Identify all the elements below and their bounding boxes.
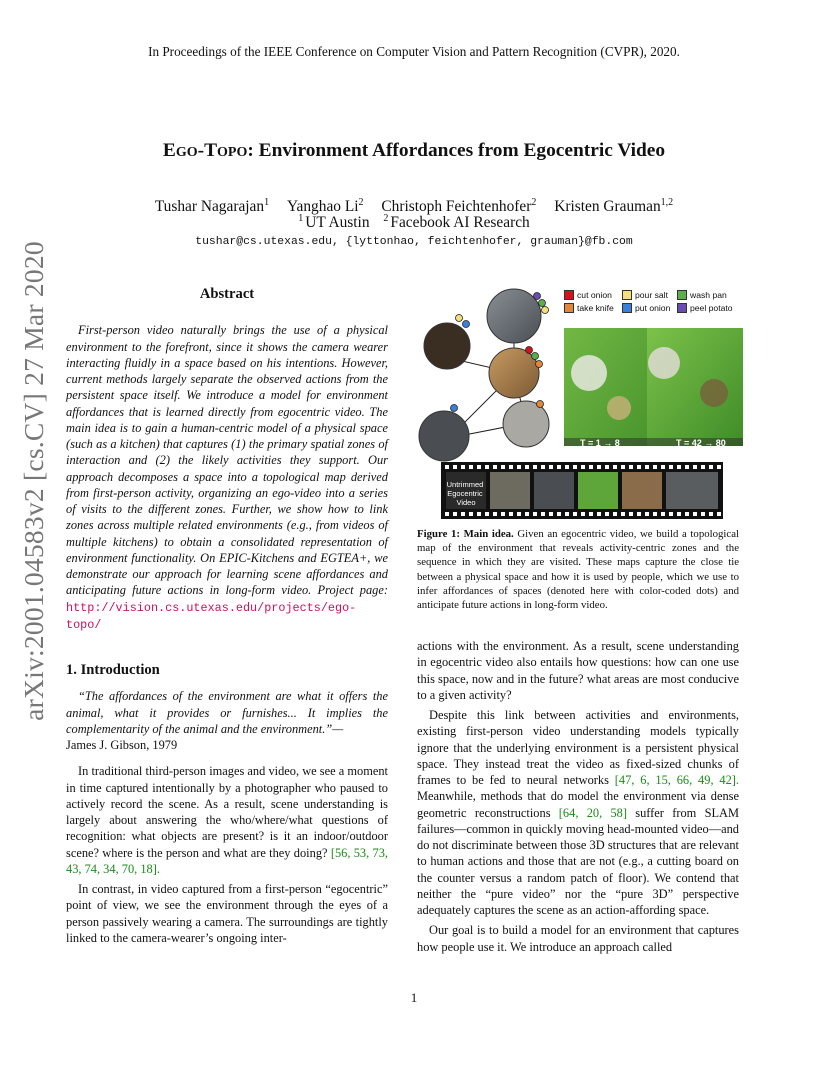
figure-legend [564, 290, 740, 313]
legend-item: pour salt [622, 290, 677, 300]
title-rest: : Environment Affordances from Egocentric Video [247, 140, 666, 161]
title-small-caps: Ego-Topo [162, 140, 248, 161]
caption-text: Given an egocentric video, we build a topological map of the environment that reveals activity-centric zones and the sequence in which they are visited. These maps capture the close tie between a physical space and how it is used by people, which we use to infer affordances of spaces (denoted here with color-coded dots) and anticipate future actions in long-form video. [417, 528, 740, 612]
topological-map-nodes [419, 289, 549, 461]
epigraph-quote: “The affordances of the environment are what it offers the animal, what it provides or furnishes... It implies the complementarity of the animal and the environment.”— [66, 689, 388, 736]
caption-label: Figure 1: Main idea. [417, 528, 514, 540]
paper-title [0, 140, 828, 162]
arxiv-identifier-text: arXiv:2001.04583v2 [cs.CV] 27 Mar 2020 [18, 241, 50, 721]
figure-1-illustration [414, 288, 748, 526]
author: Tushar Nagarajan$^1$ [154, 197, 270, 216]
arxiv-identifier [14, 241, 54, 721]
filmstrip-label-line: Untrimmed [446, 480, 484, 489]
intro-paragraph: Despite this link between activities and environments, existing first-person video understanding models typically ignore that the underlying environment is a persistent physical space. They instead treat the video as fixed-sized chunks of frames to be fed to neural networks [47, 6, 15, 66, 49, 42]. Meanwhile, methods that do model the environment via dense geometric reconstructions [64, 20, 58] suffer from SLAM failures—common in quickly moving head-mounted video—and do not discriminate between those 3D structures that are relevant to human actions and those that are not (e.g., a cutting board on the counter versus a random patch of floor). We contend that neither the “pure video” nor the “pure 3D” perspective adequately captures the scene as an action-affording space. [417, 708, 739, 917]
page-number: 1 [410, 990, 418, 1005]
affiliation: $^2$ Facebook AI Research [383, 213, 530, 232]
affiliation: $^1$ UT Austin [298, 213, 370, 232]
legend-item: cut onion [564, 290, 622, 300]
left-column [66, 286, 388, 950]
legend-item: take knife [564, 303, 622, 313]
activity-clip-tiles [564, 328, 743, 446]
legend-item: wash pan [677, 290, 740, 300]
legend-swatch [622, 290, 632, 300]
author: Yanghao Li$^2$ [286, 197, 364, 216]
epigraph-attribution: James J. Gibson, 1979 [66, 738, 178, 752]
affiliation-list [0, 213, 828, 232]
time-label-1: T = 1 → 8 [580, 438, 620, 448]
citation-link[interactable]: [56, 53, 73, 43, 74, 34, 70, 18]. [66, 845, 388, 876]
legend-swatch [677, 303, 687, 313]
filmstrip-label-line: Egocentric [447, 489, 483, 498]
legend-swatch [622, 303, 632, 313]
intro-paragraph: In contrast, in video captured from a first-person “egocentric” point of view, we see the environment through the eyes of a person passively wearing a camera. The surroundings are tightly linked to the camera-wearer’s ongoing inter- [66, 882, 388, 945]
section-heading-introduction: 1. Introduction [66, 662, 160, 678]
project-page-link[interactable]: http://vision.cs.utexas.edu/projects/ego-topo/ [66, 600, 357, 632]
legend-swatch [564, 290, 574, 300]
citation-link[interactable]: [64, 20, 58] [558, 805, 627, 820]
legend-item: peel potato [677, 303, 740, 313]
legend-swatch [564, 303, 574, 313]
intro-paragraph: In traditional third-person images and video, we see a moment in time captured intentionally by a photographer who paused to actively record the scene. As a result, scene understanding is largely about answering the who/where/what questions of recognition: what objects are present? is it an indoor/outdoor scene? where is the person and what are they doing? [56, 53, 73, 43, 74, 34, 70, 18]. [66, 764, 388, 876]
time-label-2: T = 42 → 80 [676, 438, 726, 448]
citation-link[interactable]: [47, 6, 15, 66, 49, 42]. [614, 773, 739, 787]
author-emails: tushar@cs.utexas.edu, {lyttonhao, feichtenhofer, grauman}@fb.com [195, 236, 633, 248]
intro-paragraph: actions with the environment. As a result, scene understanding in egocentric video also entails how questions: how can one use this space, now and in the future? what areas are most conducive to a given activity? [417, 639, 739, 702]
abstract-heading: Abstract [199, 286, 255, 302]
right-column [417, 638, 739, 959]
legend-item: put onion [622, 303, 677, 313]
intro-paragraph: Our goal is to build a model for an environment that captures how people use it. We introduce an approach called [417, 923, 739, 954]
author: Kristen Grauman$^{1,2}$ [554, 197, 674, 216]
author: Christoph Feichtenhofer$^2$ [381, 197, 537, 216]
figure-1-caption [417, 527, 739, 612]
abstract-text: First-person video naturally brings the use of a physical environment to the forefront, since it shows the camera wearer interacting fluidly in a space based on his intentions. However, current methods largely separate the observed actions from the persistent space itself. We introduce a model for environment affordances that is learned directly from egocentric video. The main idea is to gain a human-centric model of a physical space (such as a kitchen) that captures (1) the primary spatial zones of interaction and (2) the likely activities they support. Our approach decomposes a space into a topological map derived from first-person activity, organizing an ego-video into a series of visits to the different zones. Further, we show how to link zones across multiple related environments (e.g., from videos of multiple kitchens) to obtain a consolidated representation of environment functionality. On EPIC-Kitchens and EGTEA+, we demonstrate our approach for learning scene affordances and anticipating future actions in long-form video. Project page: http://vision.cs.utexas.edu/projects/ego-topo/ [66, 323, 388, 632]
venue-header: In Proceedings of the IEEE Conference on Computer Vision and Pattern Recognition (CVPR), 2020. [148, 44, 680, 59]
figure-1 [414, 288, 748, 526]
filmstrip-label-line: Video [456, 498, 476, 507]
legend-swatch [677, 290, 687, 300]
